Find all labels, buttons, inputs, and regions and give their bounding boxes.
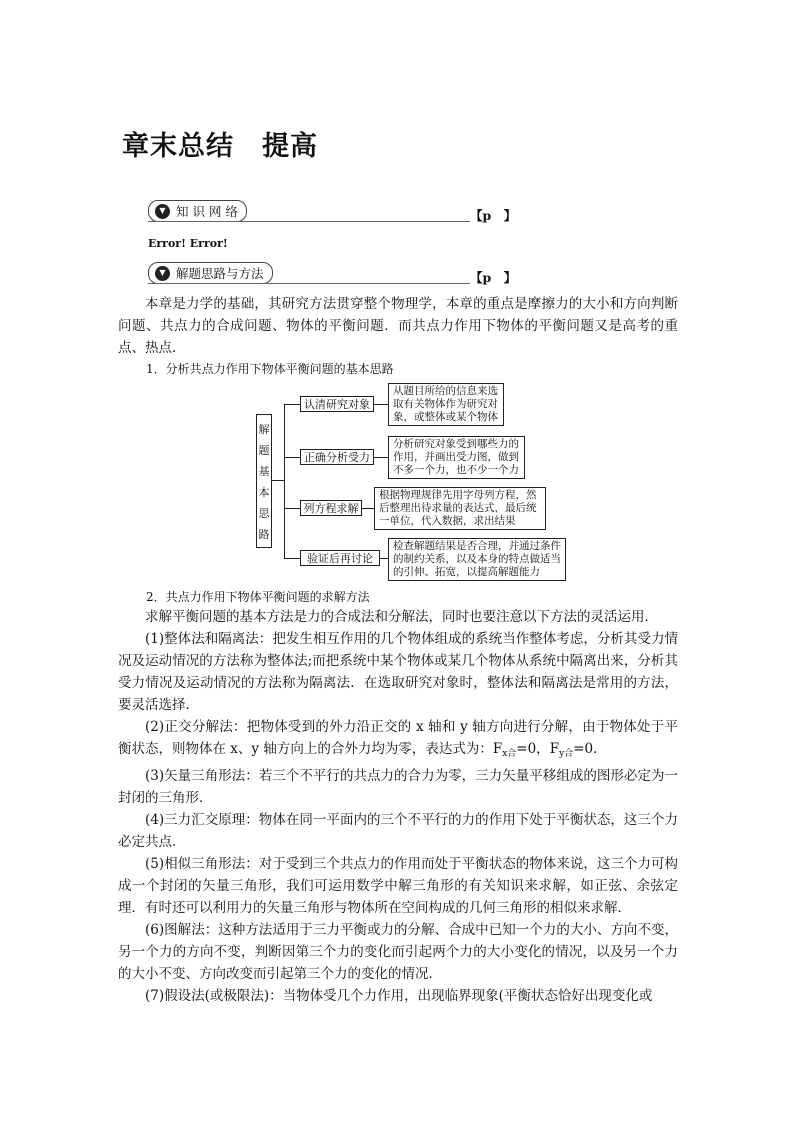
- step-detail-box: [388, 436, 525, 479]
- step-detail-box: [388, 538, 566, 581]
- divider: [148, 283, 470, 284]
- root-char: 基: [258, 464, 270, 478]
- section-header-solving-methods: [148, 262, 470, 286]
- detail-line: 从题目所给的信息来选: [393, 385, 498, 397]
- detail-line: 取有关物体作为研究对: [393, 398, 498, 410]
- connector-line: [374, 404, 388, 405]
- detail-line: 作用，并画出受力图，做到: [393, 451, 519, 463]
- root-char: 思: [258, 506, 270, 520]
- root-char: 解: [258, 422, 270, 436]
- section-label: 解题思路与方法: [176, 266, 264, 281]
- formula-fx: $F_{x合}=0$，: [492, 741, 550, 759]
- connector-line: [284, 508, 300, 509]
- step-label-box: 验证后再讨论: [300, 550, 380, 566]
- method-6: (6)图解法：这种方法适用于三力平衡或力的分解、合成中已知一个力的大小、方向不变，另一个力的方向不变，判断因第三个力的变化而引起两个力的大小变化的情况，以及另一个力的大小不变、方向改变而引起第三个力的变化的情况．: [118, 922, 678, 982]
- connector-line: [374, 457, 388, 458]
- intro-text: 本章是力学的基础，其研究方法贯穿整个物理学，本章的重点是摩擦力的大小和方向判断问题、共点力的合成问题、物体的平衡问题．而共点力作用下物体的平衡问题又是高考的重点、热点．: [118, 296, 678, 356]
- diagram-root: [256, 414, 272, 548]
- heading-solving-methods: 2．共点力作用下物体平衡问题的求解方法: [146, 590, 370, 604]
- step-label-box: 认清研究对象: [300, 396, 374, 412]
- methods-intro: 求解平衡问题的基本方法是力的合成法和分解法，同时也要注意以下方法的灵活运用．: [145, 609, 658, 625]
- section-label: 知 识 网 络: [176, 204, 238, 219]
- detail-line: 检查解题结果是否合理，并通过条件: [393, 540, 561, 552]
- root-char: 本: [258, 485, 270, 499]
- chevron-down-icon: ▼: [155, 266, 170, 281]
- detail-line: 的引伸、拓宽，以提高解题能力: [393, 566, 540, 578]
- formula-fy: $F_{y合}=0$.: [549, 741, 598, 759]
- page-title: 章末总结 提高: [122, 131, 318, 162]
- method-5: (5)相似三角形法：对于受到三个共点力的作用而处于平衡状态的物体来说，这三个力可构成一个封闭的矢量三角形，我们可运用数学中解三角形的有关知识来求解，如正弦、余弦定理．有时还可以利用力的矢量三角形与物体所在空间构成的几何三角形的相似来求解．: [118, 856, 678, 916]
- detail-line: 一单位，代入数据，求出结果: [379, 515, 516, 527]
- detail-line: 分析研究对象受到哪些力的: [393, 438, 519, 450]
- connector-line: [362, 508, 374, 509]
- connector-line: [284, 457, 300, 458]
- method-2-text: (2)正交分解法：把物体受到的外力沿正交的 x 轴和 y 轴方向进行分解，由于物体处于平衡状态，则物体在 x、y 轴方向上的合外力均为零，表达式为：: [118, 719, 678, 757]
- divider: [148, 221, 470, 222]
- error-text: Error! Error!: [148, 237, 228, 250]
- page-reference: 【p 】: [470, 270, 517, 285]
- method-4: (4)三力汇交原理：物体在同一平面内的三个不平行的力的作用下处于平衡状态，这三个力必定共点．: [118, 812, 678, 850]
- connector-line: [284, 558, 300, 559]
- section-header-knowledge-network: [148, 200, 470, 224]
- section-pill: [148, 262, 273, 284]
- chevron-down-icon: ▼: [155, 204, 170, 219]
- connector-line: [284, 404, 285, 558]
- root-char: 题: [258, 443, 270, 457]
- connector-line: [284, 404, 300, 405]
- connector-line: [380, 558, 388, 559]
- method-3: (3)矢量三角形法：若三个不平行的共点力的合力为零，三力矢量平移组成的图形必定为一封闭的三角形．: [118, 768, 678, 806]
- detail-line: 的制约关系，以及本身的特点做适当: [393, 553, 561, 565]
- step-label-box: 正确分析受力: [300, 449, 374, 465]
- detail-line: 后整理出待求量的表达式，最后统: [379, 502, 537, 514]
- detail-line: 根据物理规律先用字母列方程，然: [379, 489, 537, 501]
- method-7: (7)假设法(或极限法)：当物体受几个力作用，出现临界现象(平衡状态恰好出现变化或: [145, 988, 653, 1004]
- detail-line: 不多一个力，也不少一个力: [393, 464, 519, 476]
- methods-body: [118, 606, 678, 1007]
- step-detail-box: [374, 487, 546, 530]
- root-char: 路: [258, 527, 270, 541]
- connector-line: [272, 480, 284, 481]
- step-detail-box: [388, 383, 504, 426]
- heading-basic-approach: 1．分析共点力作用下物体平衡问题的基本思路: [146, 362, 394, 376]
- detail-line: 象，或整体或某个物体: [393, 411, 498, 423]
- page-reference: 【p 】: [470, 208, 517, 223]
- step-label-box: 列方程求解: [300, 500, 362, 516]
- intro-paragraph: [118, 293, 678, 359]
- method-2: [118, 716, 678, 765]
- method-1: (1)整体法和隔离法：把发生相互作用的几个物体组成的系统当作整体考虑，分析其受力情况及运动情况的方法称为整体法;而把系统中某个物体或某几个物体从系统中隔离出来，分析其受力情况及运动情况的方法称为隔离法．在选取研究对象时，整体法和隔离法是常用的方法，要灵活选择．: [118, 631, 678, 713]
- section-pill: [148, 200, 247, 222]
